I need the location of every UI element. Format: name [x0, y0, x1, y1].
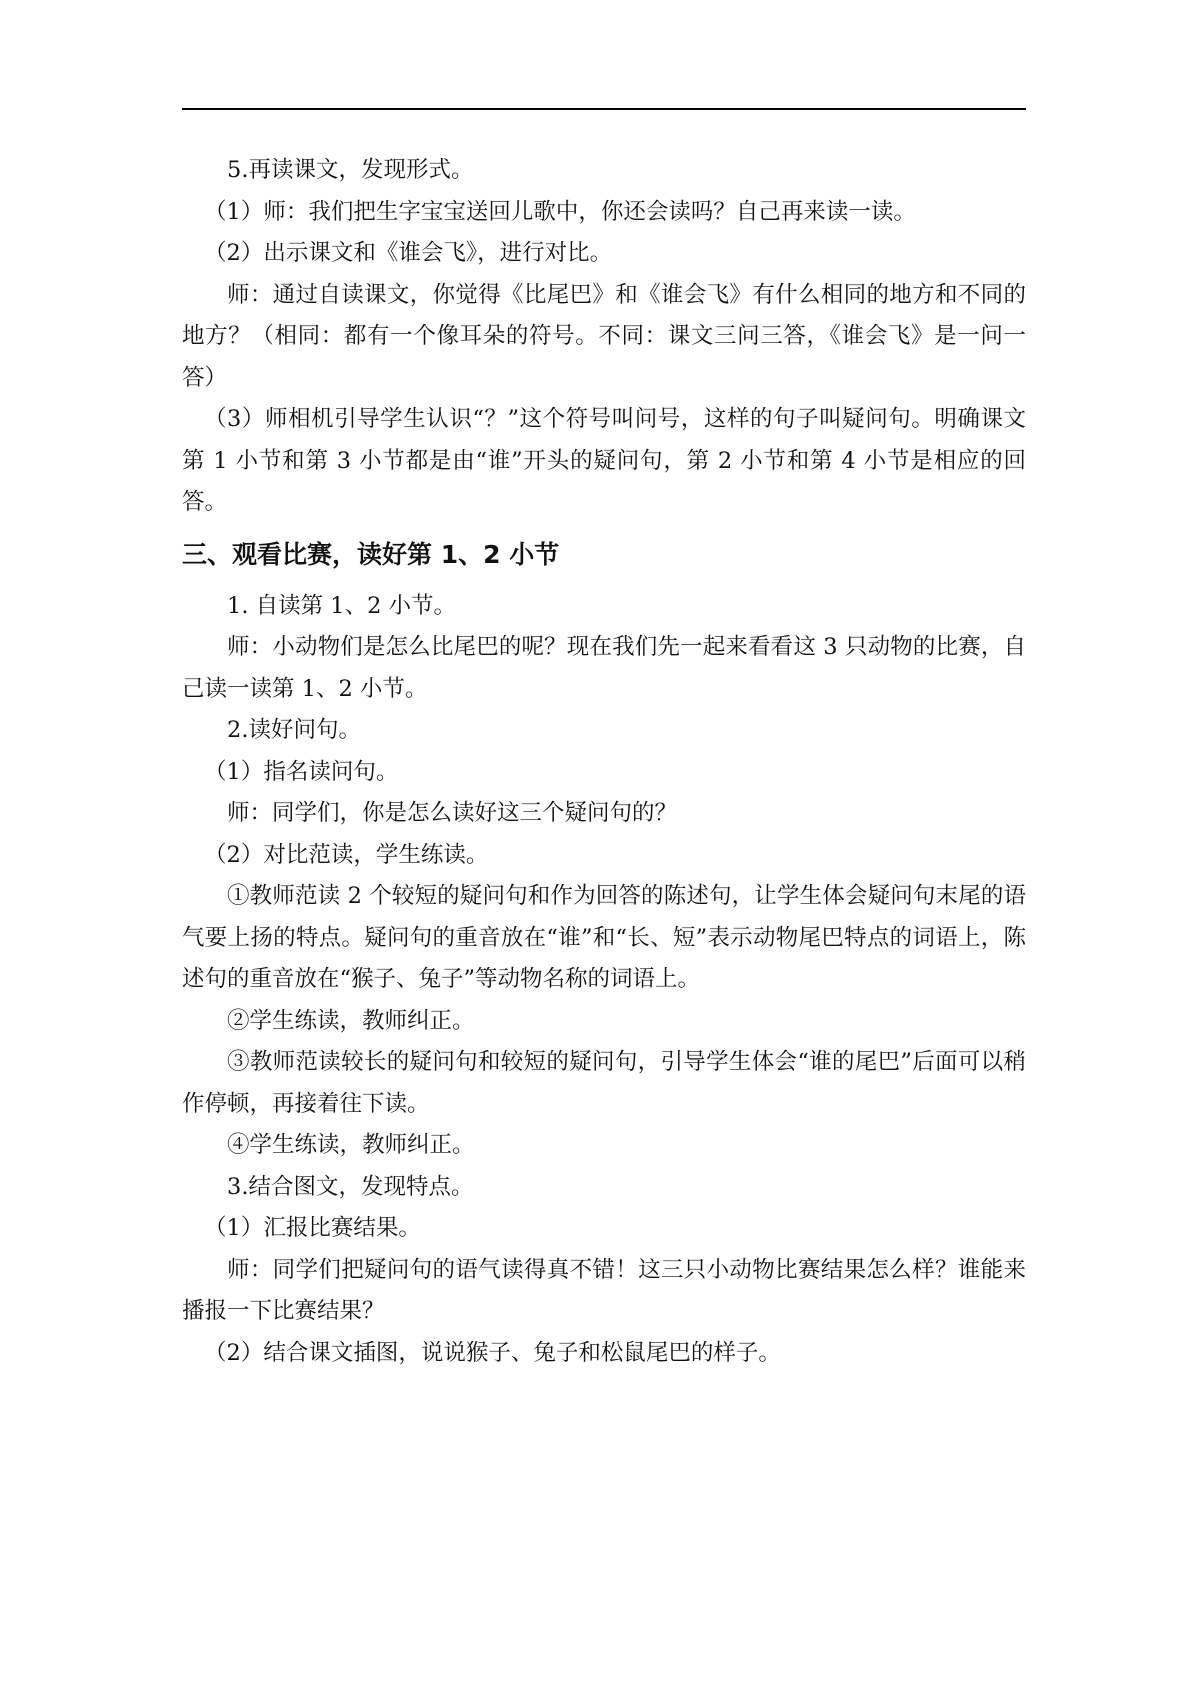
paragraph: 1. 自读第 1、2 小节。 [227, 592, 457, 619]
paragraph: 师：小动物们是怎么比尾巴的呢？现在我们先一起来看看这 3 只动物的比赛，自己读一读第 1、2 小节。 [182, 634, 1026, 702]
header-rule [182, 108, 1026, 110]
paragraph: （2）结合课文插图，说说猴子、兔子和松鼠尾巴的样子。 [204, 1339, 781, 1366]
document-body [182, 150, 1026, 1374]
paragraph: 5.再读课文，发现形式。 [227, 157, 474, 183]
paragraph: ③教师范读较长的疑问句和较短的疑问句，引导学生体会“谁的尾巴”后面可以稍作停顿，再接着往下读。 [182, 1049, 1026, 1117]
paragraph: （1）汇报比赛结果。 [204, 1215, 421, 1241]
paragraph: 师：同学们，你是怎么读好这三个疑问句的？ [227, 800, 678, 826]
paragraph: （2）出示课文和《谁会飞》，进行对比。 [204, 240, 613, 266]
paragraph: （2）对比范读，学生练读。 [204, 841, 489, 868]
paragraph: 师：同学们把疑问句的语气读得真不错！这三只小动物比赛结果怎么样？谁能来播报一下比赛结果？ [182, 1256, 1026, 1324]
section-heading: 三、观看比赛，读好第 1、2 小节 [182, 539, 560, 569]
paragraph: （1）指名读问句。 [204, 758, 399, 785]
paragraph: 师：通过自读课文，你觉得《比尾巴》和《谁会飞》有什么相同的地方和不同的地方？（相同：都有一个像耳朵的符号。不同：课文三问三答，《谁会飞》是一问一答） [182, 281, 1026, 391]
paragraph: 2.读好问句。 [227, 717, 361, 743]
paragraph: （3）师相机引导学生认识“？”这个符号叫问号，这样的句子叫疑问句。明确课文第 1 小节和第 3 小节都是由“谁”开头的疑问句，第 2 小节和第 4 小节是相应的回答。 [182, 406, 1026, 515]
paragraph: ②学生练读，教师纠正。 [227, 1007, 475, 1034]
paragraph: ①教师范读 2 个较短的疑问句和作为回答的陈述句，让学生体会疑问句末尾的语气要上扬的特点。疑问句的重音放在“谁”和“长、短”表示动物尾巴特点的词语上，陈述句的重音放在“猴子、兔子”等动物名称的词语上。 [182, 883, 1026, 992]
paragraph: ④学生练读，教师纠正。 [227, 1132, 475, 1158]
paragraph: （1）师：我们把生字宝宝送回儿歌中，你还会读吗？自己再来读一读。 [204, 198, 916, 225]
paragraph: 3.结合图文，发现特点。 [227, 1173, 474, 1200]
